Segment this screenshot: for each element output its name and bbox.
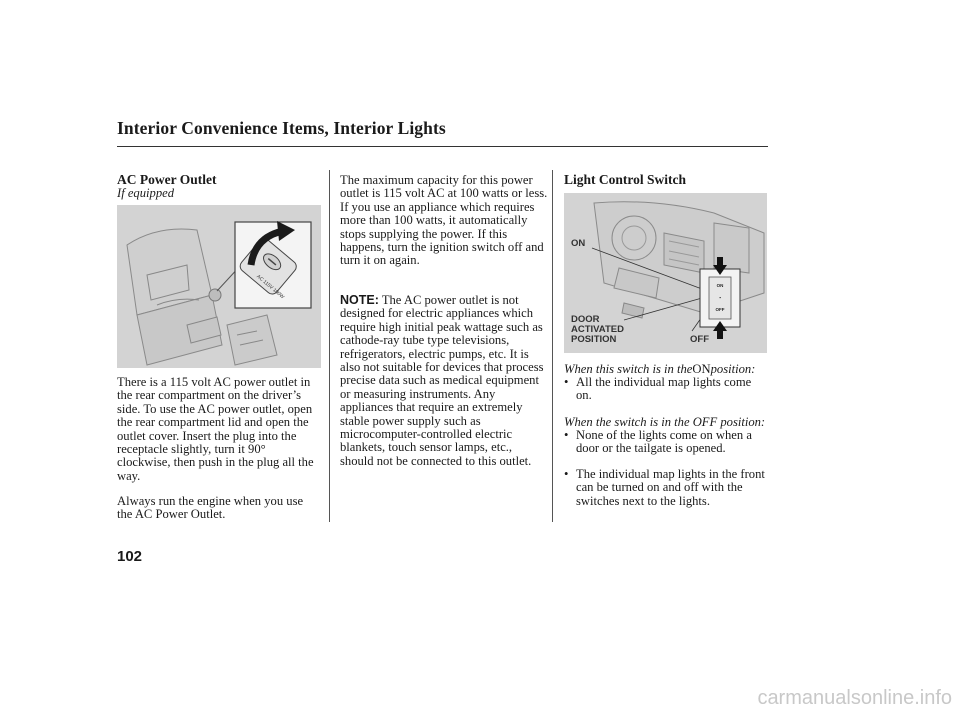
on-heading-post: position: [710, 362, 756, 376]
heading-rule [117, 146, 768, 147]
ac-outlet-paragraph-1: There is a 115 volt AC power outlet in the rear compartment on the driver’s side. To use the AC power outlet, open the rear compartment lid and open the outlet cover. Insert the plug into the receptacle slightly, turn it 90° clockwise, then push in the plug all the way. [117, 375, 314, 483]
figure-label-on: ON [571, 238, 586, 249]
bullet-dot: • [564, 467, 569, 481]
ac-outlet-figure-label: AC 115V 100W [255, 273, 286, 301]
on-heading-pre: When this switch is in the [564, 362, 693, 376]
page-number: 102 [117, 548, 143, 565]
on-heading-word: ON [692, 362, 711, 376]
capacity-paragraph: The maximum capacity for this power outlet is 115 volt AC at 100 watts or less. If you use an appliance which requires more than 100 watts, it automatically stops supplying the power. If this happens, turn the ignition switch off and turn it on again. [340, 173, 548, 268]
page-heading: Interior Convenience Items, Interior Lights [117, 118, 446, 138]
note-block [340, 294, 548, 468]
column-divider [329, 170, 330, 522]
ac-outlet-illustration [117, 205, 321, 368]
figure-label-door-activated: DOOR ACTIVATED POSITION [571, 314, 624, 345]
watermark[interactable]: carmanualsonline.info [757, 687, 952, 709]
switch-mark-off: OFF [715, 307, 725, 312]
bullet-text: The individual map lights in the front can be turned on and off with the switches next to the lights. [576, 467, 765, 508]
bullet-text: None of the lights come on when a door or the tailgate is opened. [576, 428, 752, 456]
bullet-dot: • [564, 375, 569, 389]
ac-outlet-title: AC Power Outlet [117, 172, 217, 187]
light-switch-title: Light Control Switch [564, 172, 687, 187]
switch-mark-on: ON [716, 283, 724, 288]
switch-mark-door: ▪ [719, 295, 721, 300]
ac-outlet-paragraph-2: Always run the engine when you use the AC Power Outlet. [117, 494, 304, 522]
bullet-text: All the individual map lights come on. [576, 375, 752, 403]
bullet-dot: • [564, 428, 569, 442]
figure-label-off: OFF [690, 334, 709, 345]
ac-outlet-qualifier: If equipped [117, 186, 175, 200]
off-position-heading: When the switch is in the OFF position: [564, 415, 766, 429]
ac-outlet-figure [117, 205, 321, 368]
note-text: The AC power outlet is not designed for electric appliances which require high initial peak wattage such as cathode-ray tube type televisions, refrigerators, electric pumps, etc. It is also not suitable for devices that process precise data such as medical equipment or measuring instruments. Any appliances that require an extremely stable power supply such as microcomputer-controlled electric blankets, touch sensor lamps, etc., should not be connected to this outlet. [340, 293, 544, 468]
column-divider [552, 170, 553, 522]
note-label: NOTE: [340, 293, 379, 307]
